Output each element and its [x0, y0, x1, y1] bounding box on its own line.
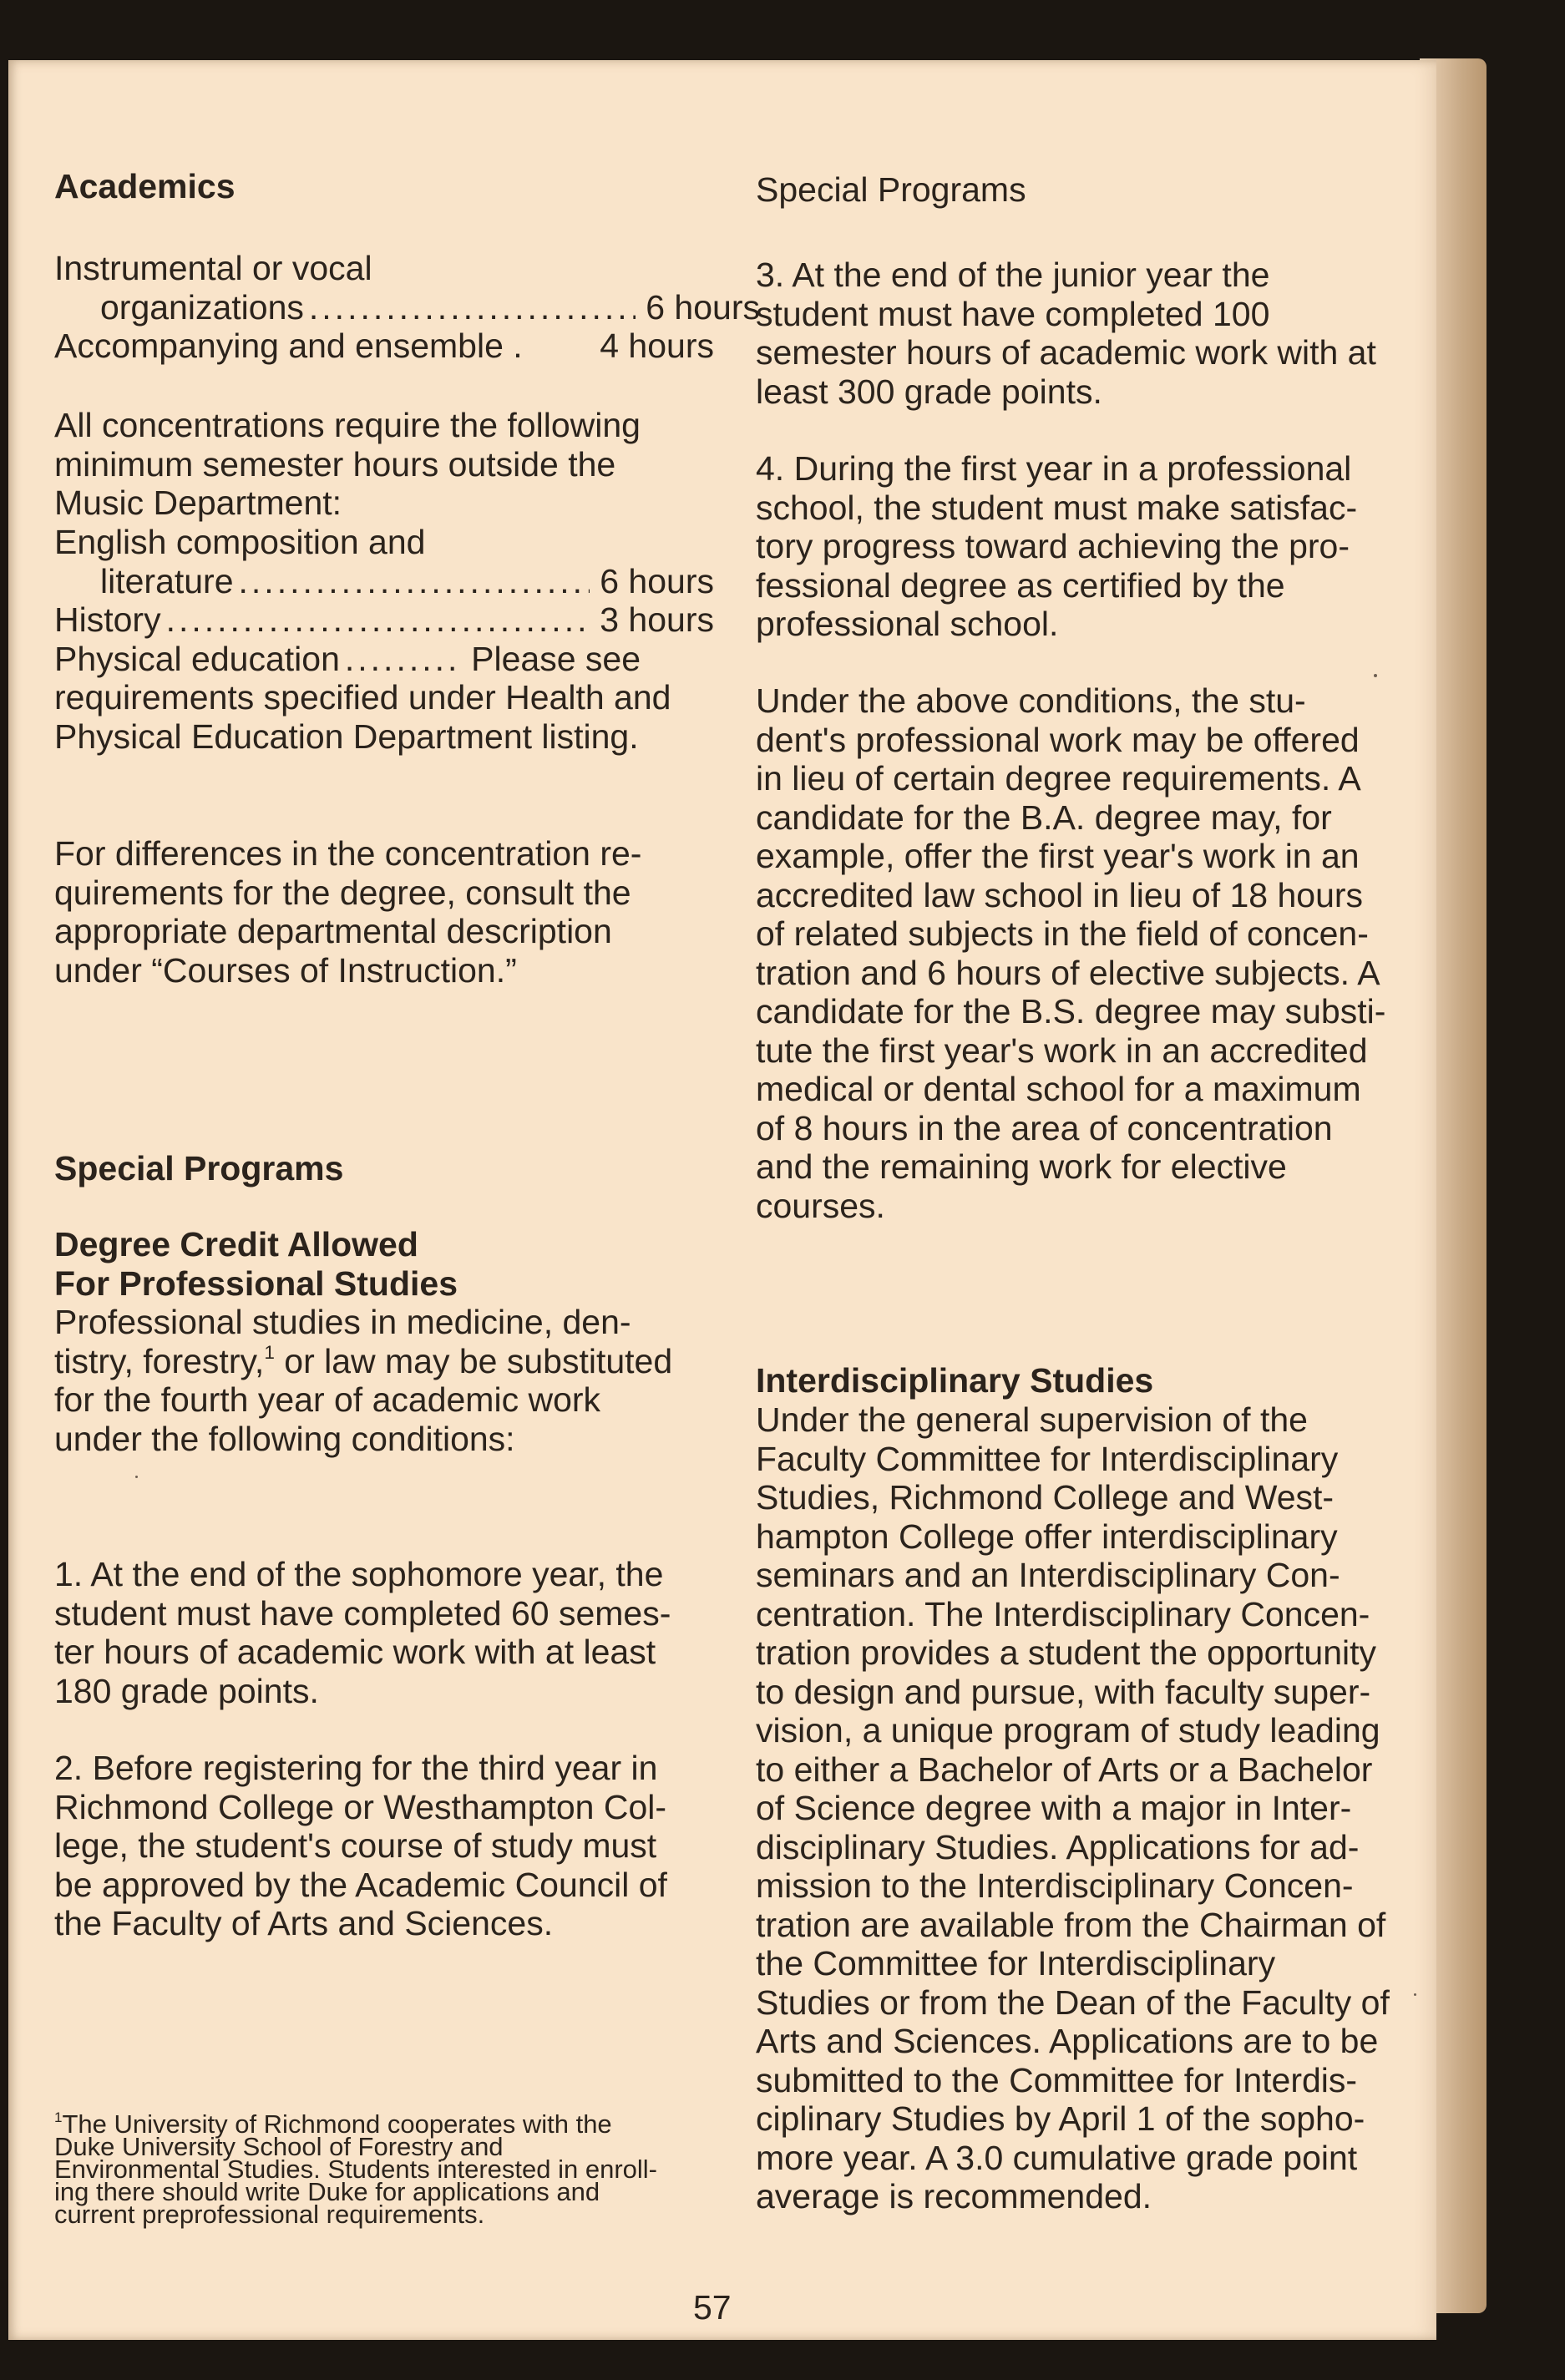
text-line: the Committee for Interdisciplinary [756, 1944, 1276, 1982]
hours-item-label: Physical education [54, 639, 340, 678]
text-line: student must have completed 100 [756, 294, 1270, 333]
text-line: candidate for the B.A. degree may, for [756, 798, 1332, 837]
text-line: Arts and Sciences. Applications are to be [756, 2022, 1379, 2060]
running-head-right: Special Programs [756, 170, 1026, 209]
text-line: Professional studies in medicine, den- [54, 1303, 631, 1341]
text-line: quirements for the degree, consult the [54, 873, 631, 912]
hours-item [54, 562, 714, 601]
text-line: 180 grade points. [54, 1671, 319, 1710]
dot-leader [345, 640, 461, 679]
interdisciplinary-paragraph [756, 1400, 1424, 2216]
footnote [54, 2109, 722, 2229]
text-line: tration and 6 hours of elective subjects. A [756, 953, 1380, 992]
text-line: minimum semester hours outside the [54, 444, 616, 484]
subheading: Degree Credit Allowed [54, 1225, 418, 1263]
text-line: of Science degree with a major in Inter- [756, 1789, 1352, 1827]
section-heading: Special Programs [54, 1149, 344, 1187]
text-line: average is recommended. [756, 2177, 1152, 2215]
text-line: disciplinary Studies. Applications for ad- [756, 1827, 1360, 1866]
hours-item-value: 3 hours [600, 600, 714, 639]
dot-leader [166, 600, 590, 640]
paper-speck [1414, 1993, 1416, 1996]
condition-4 [756, 449, 1424, 644]
hours-item [54, 600, 714, 640]
text-line: Studies or from the Dean of the Faculty of [756, 1982, 1390, 2022]
text-line: Physical Education Department listing. [54, 717, 639, 756]
differences-paragraph [54, 834, 722, 990]
text-line: mission to the Interdisciplinary Concen- [756, 1866, 1354, 1905]
footnote-marker: 1 [264, 1341, 275, 1363]
text-line: example, offer the first year's work in an [756, 837, 1360, 875]
conditions-paragraph [756, 681, 1424, 1225]
text-line: under the following conditions: [54, 1419, 515, 1458]
text-line: and the remaining work for elective [756, 1147, 1287, 1186]
text-line: school, the student must make satisfac- [756, 488, 1358, 527]
condition-1 [54, 1555, 722, 1710]
text-line: All concentrations require the following [54, 406, 641, 444]
text-line: 2. Before registering for the third year in [54, 1749, 658, 1787]
hours-item-label: English composition and [54, 523, 426, 561]
footnote-line: current preprofessional requirements. [54, 2200, 485, 2229]
text-line: 1. At the end of the sophomore year, the [54, 1555, 664, 1593]
hours-item-label: Accompanying and ensemble . [54, 327, 523, 365]
hours-item-value: 4 hours [600, 327, 714, 365]
concentrations-intro [54, 406, 722, 523]
text-line: of 8 hours in the area of concentration [756, 1108, 1333, 1147]
text-line: seminars and an Interdisciplinary Con- [756, 1556, 1340, 1594]
text-line: to either a Bachelor of Arts or a Bachelor [756, 1750, 1373, 1789]
hours-item-value: 6 hours [646, 287, 760, 327]
music-hours-list [54, 249, 760, 366]
text-line: Richmond College or Westhampton Col- [54, 1787, 667, 1826]
text-line: of related subjects in the field of concen- [756, 914, 1369, 953]
text-line: courses. [756, 1186, 885, 1225]
hours-item-label: Instrumental or vocal [54, 249, 372, 287]
hours-item-label: History [54, 600, 161, 639]
hours-item [54, 288, 760, 327]
text-line: professional school. [756, 605, 1059, 643]
text-run: or law may be substituted [274, 1341, 673, 1380]
running-head-left: Academics [54, 167, 236, 205]
text-line: accredited law school in lieu of 18 hours [756, 875, 1364, 914]
text-line: Under the above conditions, the stu- [756, 681, 1306, 720]
hours-item-value: 6 hours [600, 561, 714, 600]
condition-2 [54, 1749, 722, 1943]
interdisciplinary-heading: Interdisciplinary Studies [756, 1361, 1154, 1400]
text-line: hampton College offer interdisciplinary [756, 1517, 1338, 1556]
paper-speck [1374, 674, 1377, 677]
text-line: the Faculty of Arts and Sciences. [54, 1904, 554, 1942]
text-line: medical or dental school for a maximum [756, 1070, 1361, 1108]
paper-speck [135, 1476, 138, 1478]
professional-studies-section [54, 1225, 722, 1458]
text-run: tistry, forestry, [54, 1341, 265, 1380]
text-line: tute the first year's work in an accredited [756, 1030, 1368, 1070]
hours-item-label: organizations [100, 287, 304, 327]
page-number: 57 [693, 2288, 732, 2327]
text-line: dent's professional work may be offered [756, 720, 1360, 759]
dot-leader [239, 562, 590, 601]
text-line: more year. A 3.0 cumulative grade point [756, 2138, 1358, 2177]
text-line [54, 1342, 722, 1381]
text-line: in lieu of certain degree requirements. A [756, 759, 1361, 798]
hours-item [54, 640, 641, 679]
text-line: under “Courses of Instruction.” [54, 950, 517, 990]
text-line: Faculty Committee for Interdisciplinary [756, 1439, 1339, 1478]
text-line: semester hours of academic work with at [756, 333, 1376, 372]
condition-3 [756, 256, 1424, 411]
text-line: for the fourth year of academic work [54, 1380, 601, 1419]
text-line: Under the general supervision of the [756, 1400, 1308, 1439]
text-line: fessional degree as certified by the [756, 565, 1285, 605]
text-line: tration provides a student the opportunity [756, 1633, 1377, 1672]
text-line: student must have completed 60 semes- [54, 1593, 671, 1633]
text-line: tory progress toward achieving the pro- [756, 527, 1350, 565]
catalog-page [8, 60, 1436, 2340]
text-line: Music Department: [54, 484, 342, 522]
text-line: Studies, Richmond College and West- [756, 1478, 1335, 1517]
outside-hours-list [54, 523, 722, 756]
footnote-line: ing there should write Duke for applications and [54, 2177, 600, 2206]
text-line: ciplinary Studies by April 1 of the sopho- [756, 2099, 1365, 2138]
subheading: For Professional Studies [54, 1263, 458, 1303]
text-line: be approved by the Academic Council of [54, 1865, 667, 1904]
text-run: The University of Richmond cooperates with the [62, 2109, 612, 2139]
text-line: appropriate departmental description [54, 912, 612, 950]
hours-item-label: literature [100, 561, 234, 600]
text-line: For differences in the concentration re- [54, 834, 642, 873]
text-line: 3. At the end of the junior year the [756, 256, 1270, 294]
text-line: least 300 grade points. [756, 372, 1102, 411]
text-line: centration. The Interdisciplinary Concen- [756, 1594, 1370, 1633]
dot-leader [309, 288, 636, 327]
text-line: submitted to the Committee for Interdis- [756, 2060, 1358, 2099]
footnote-line: Environmental Studies. Students interested in enroll- [54, 2155, 658, 2184]
text-line: to design and pursue, with faculty super- [756, 1672, 1371, 1711]
footnote-line: Duke University School of Forestry and [54, 2132, 504, 2161]
text-line: tration are available from the Chairman of [756, 1905, 1386, 1944]
hours-item-value: Please see [471, 639, 641, 678]
text-line: candidate for the B.S. degree may substi- [756, 992, 1386, 1030]
text-line: requirements specified under Health and [54, 678, 671, 717]
hours-item [54, 327, 714, 366]
text-line: ter hours of academic work with at least [54, 1633, 656, 1671]
text-line: lege, the student's course of study must [54, 1826, 657, 1865]
text-line: 4. During the first year in a professional [756, 449, 1352, 488]
footnote-marker: 1 [54, 2109, 63, 2126]
text-line: vision, a unique program of study leading [756, 1711, 1380, 1750]
